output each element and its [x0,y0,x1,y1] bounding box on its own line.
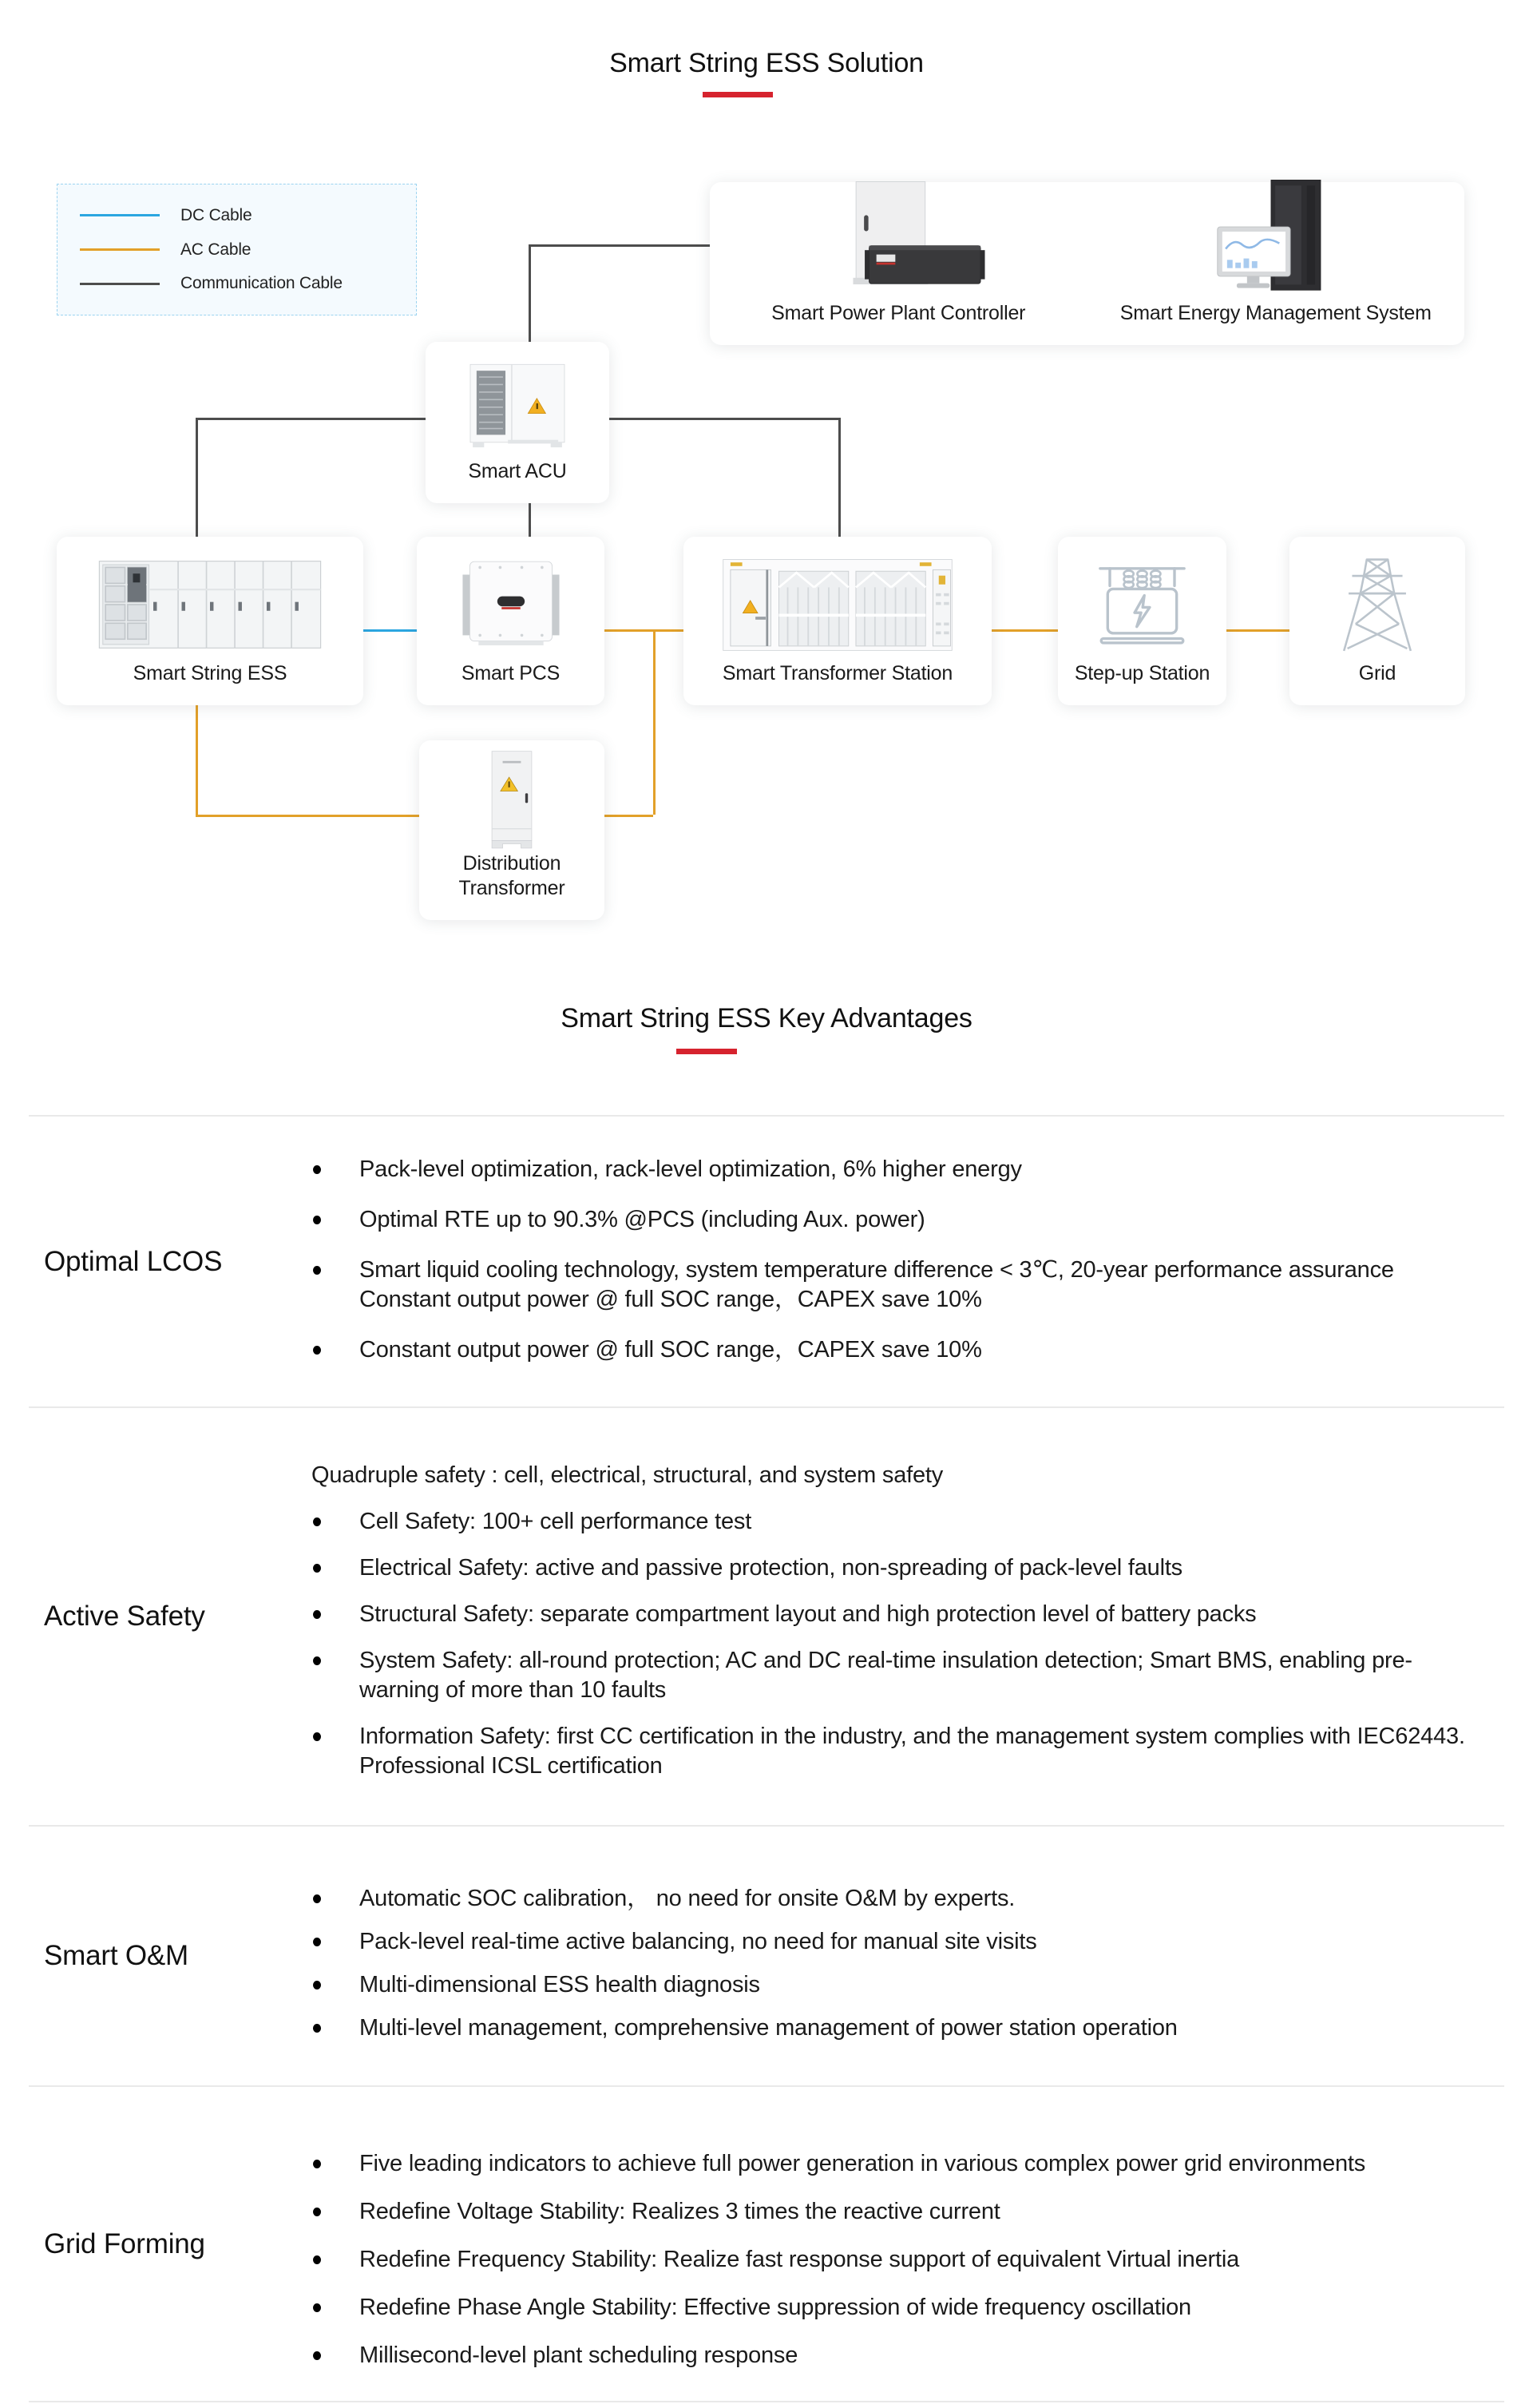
section-smart-om [29,1825,1504,2085]
section-header-line: Quadruple safety : cell, electrical, structural, and system safety [311,1462,944,1488]
node-label: Smart Transformer Station [722,662,953,684]
bullet-item: Redefine Frequency Stability: Realize fast response support of equivalent Virtual inertia [311,2245,1485,2275]
section-label: Smart O&M [44,1940,188,1971]
node-smart-string-ess [57,537,363,705]
comm-cable-acu-to-pcs [529,503,531,537]
section-bullets [311,1408,1504,1825]
bullet-item: Information Safety: first CC certification in the industry, and the management system complies with IEC62443. Professional ICSL certification [311,1722,1485,1781]
section-label: Grid Forming [44,2227,205,2259]
smart-power-plant-controller-image [710,166,1087,301]
cable-legend [57,184,417,315]
legend-label: Communication Cable [180,274,343,293]
bullet-item: Smart liquid cooling technology, system temperature difference < 3℃, 20-year performance assurance Constant output power @ full SOC range，CAPEX save 10% [311,1256,1485,1315]
section-label: Active Safety [44,1601,205,1632]
dc-cable-line-icon [80,214,160,216]
section-bullets [311,2087,1504,2401]
node-label: Smart String ESS [133,662,287,684]
node-label: Distribution Transformer [458,852,565,899]
page-title: Smart String ESS Solution [609,48,924,78]
section-bullets [311,1117,1504,1406]
bullet-item: Pack-level optimization, rack-level optimization, 6% higher energy [311,1155,1485,1184]
legend-label: AC Cable [180,240,252,259]
bullet-item: Pack-level real-time active balancing, no need for manual site visits [311,1927,1485,1957]
advantages-title-underline [676,1049,737,1054]
ac-cable-to-dt [196,815,419,817]
node-label: Smart PCS [461,662,561,684]
comm-cable-acu-up [529,244,531,342]
ac-cable-sts-to-stepup [992,629,1058,632]
bullet-item: Optimal RTE up to 90.3% @PCS (including Aux. power) [311,1205,1485,1235]
bullet-item: Constant output power @ full SOC range，CAPEX save 10% [311,1335,1485,1365]
legend-label: DC Cable [180,205,252,224]
node-label: Grid [1358,662,1396,684]
bullet-item: Electrical Safety: active and passive protection, non-spreading of pack-level faults [311,1553,1485,1583]
bullet-item: System Safety: all-round protection; AC and DC real-time insulation detection; Smart BMS, enabling pre-warning of more than 10 faults [311,1646,1485,1705]
ac-cable-stepup-to-grid [1226,629,1289,632]
node-grid [1289,537,1465,705]
ac-cable-pcs-to-sts [604,629,683,632]
bullet-item: Automatic SOC calibration， no need for onsite O&M by experts. [311,1884,1485,1914]
bullet-item: Multi-level management, comprehensive management of power station operation [311,2013,1485,2043]
smart-pcs-image [417,537,604,661]
communication-cable-line-icon [80,283,160,285]
bullet-item: Cell Safety: 100+ cell performance test [311,1507,1485,1537]
legend-item-dc [57,206,416,225]
bullet-item: Structural Safety: separate compartment layout and high protection level of battery packs [311,1600,1485,1629]
section-active-safety [29,1406,1504,1825]
advantages-title: Smart String ESS Key Advantages [561,1003,972,1033]
node-distribution-transformer [419,740,604,920]
bullet-item: Millisecond-level plant scheduling response [311,2341,1485,2370]
advantages-sections [29,1115,1504,2402]
node-label: Smart Energy Management System [1119,302,1432,324]
ac-cable-ess-down [196,705,198,815]
comm-cable-to-transformer-station [838,418,841,537]
step-up-transformer-icon [1058,537,1226,661]
smart-acu-image [426,342,609,459]
comm-cable-to-ess [196,418,198,537]
comm-cable-acu-left [196,418,426,420]
section-bullets [311,1827,1504,2085]
dc-cable-ess-to-pcs [363,629,417,632]
node-smart-pcs [417,537,604,705]
node-step-up-station [1058,537,1226,705]
section-optimal-lcos [29,1115,1504,1406]
bullet-item: Multi-dimensional ESS health diagnosis [311,1970,1485,2000]
legend-item-comm [57,274,416,293]
transmission-tower-icon [1289,537,1465,661]
controller-ems-card [710,182,1464,345]
comm-cable-acu-right [609,418,838,420]
node-smart-acu [426,342,609,503]
node-label: Step-up Station [1074,662,1210,684]
comm-cable-to-controller [529,244,710,247]
node-smart-power-plant-controller [710,182,1087,345]
bullet-item: Redefine Phase Angle Stability: Effective suppression of wide frequency oscillation [311,2293,1485,2323]
node-smart-energy-management-system [1087,182,1465,345]
title-underline [703,92,773,97]
section-grid-forming [29,2085,1504,2402]
smart-transformer-station-image [683,537,992,661]
smart-energy-management-system-image [1087,166,1465,301]
ac-cable-dt-right [604,815,653,817]
ac-cable-line-icon [80,248,160,251]
node-label: Smart ACU [468,460,567,482]
bullet-item: Five leading indicators to achieve full power generation in various complex power grid environments [311,2149,1485,2179]
bullet-item: Redefine Voltage Stability: Realizes 3 times the reactive current [311,2197,1485,2227]
node-label: Smart Power Plant Controller [771,302,1026,324]
smart-string-ess-image [57,537,363,661]
node-smart-transformer-station [683,537,992,705]
section-label: Optimal LCOS [44,1245,223,1277]
distribution-transformer-image [419,738,604,851]
ac-cable-branch-down [653,629,656,815]
legend-item-ac [57,240,416,260]
